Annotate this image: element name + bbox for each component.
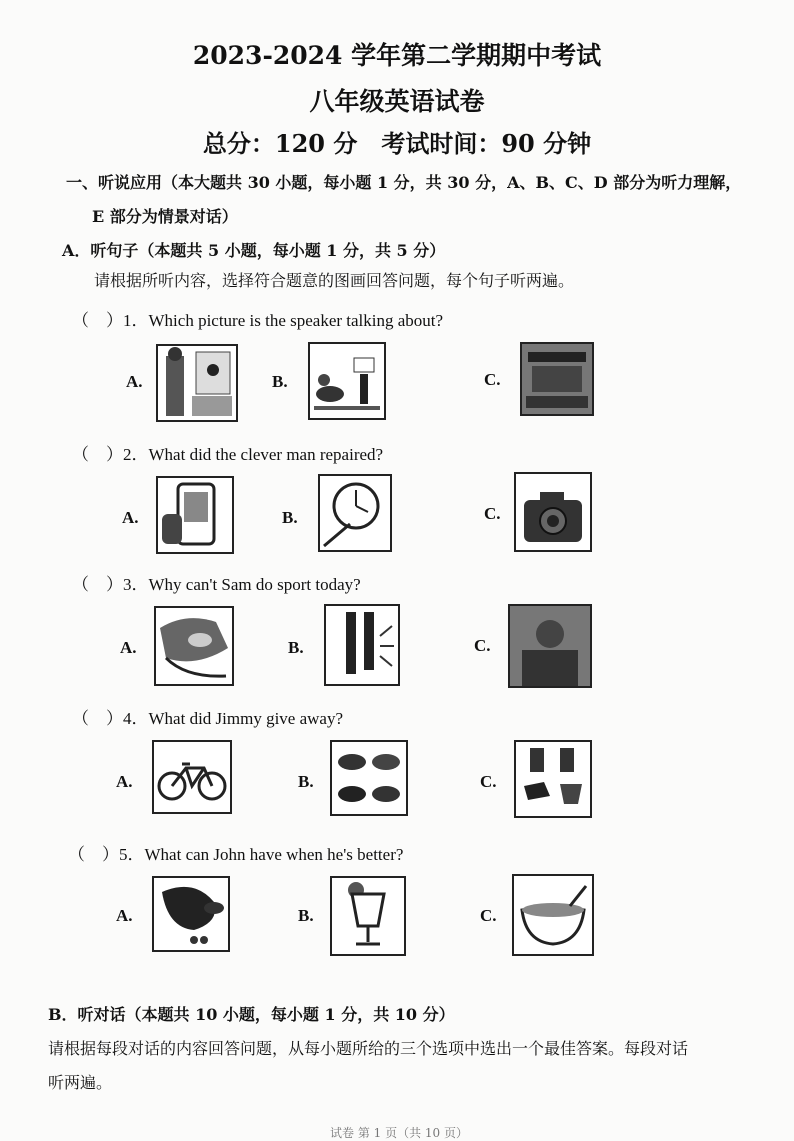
q4-option-b-label: B. (298, 772, 314, 791)
q5-option-a-label: A. (116, 906, 133, 925)
q4-option-c-image (514, 740, 592, 818)
question-2-stem: （ ）2．What did the clever man repaired? (72, 445, 384, 464)
legs-icon (326, 606, 398, 684)
q4-option-c-label: C. (480, 772, 497, 791)
q2-option-c-label: C. (484, 504, 501, 523)
q3-option-a-image (154, 606, 234, 686)
q1-option-a-label: A. (126, 372, 143, 391)
shoes-icon (332, 742, 406, 814)
q5-option-b-image (330, 876, 406, 956)
camera-icon (516, 474, 590, 550)
q1-option-c-label: C. (484, 370, 501, 389)
person-reading-icon (158, 346, 236, 420)
q5-option-b-label: B. (298, 906, 314, 925)
question-1-stem: （ ）1．Which picture is the speaker talking about? (72, 311, 444, 330)
q2-option-a-image (156, 476, 234, 554)
question-4-stem: （ ）4．What did Jimmy give away? (72, 709, 344, 728)
section-heading-line2: E 部分为情景对话） (92, 207, 238, 226)
q4-option-b-image (330, 740, 408, 816)
mobile-phone-icon (158, 478, 232, 552)
q3-option-c-image (508, 604, 592, 688)
q1-option-b-image (308, 342, 386, 420)
q1-option-a-image (156, 344, 238, 422)
q3-option-b-image (324, 604, 400, 686)
q3-option-c-label: C. (474, 636, 491, 655)
q1-option-b-label: B. (272, 372, 288, 391)
question-3-stem: （ ）3．Why can't Sam do sport today? (72, 575, 361, 594)
scene-icon (310, 344, 384, 418)
exam-subtitle: 八年级英语试卷 (309, 87, 485, 116)
injured-hand-icon (156, 608, 232, 684)
q1-option-c-image (520, 342, 594, 416)
page-number-footer: 试卷 第 1 页（共 10 页） (330, 1126, 468, 1140)
q2-option-b-image (318, 474, 392, 552)
juice-glass-icon (332, 878, 404, 954)
bicycle-icon (154, 742, 230, 812)
question-5-stem: （ ）5．What can John have when he's better? (68, 845, 404, 864)
q4-option-a-label: A. (116, 772, 133, 791)
building-icon (522, 344, 592, 414)
part-b-instruction-line2: 听两遍。 (48, 1073, 113, 1092)
part-a-instruction: 请根据所听内容，选择符合题意的图画回答问题，每个句子听两遍。 (94, 271, 575, 290)
q5-option-a-image (152, 876, 230, 952)
exam-title: 2023-2024 学年第二学期期中考试 (192, 41, 602, 70)
steak-icon (154, 878, 228, 950)
part-b-instruction-line1: 请根据每段对话的内容回答问题，从每小题所给的三个选项中选出一个最佳答案。每段对话 (48, 1039, 689, 1058)
q2-option-c-image (514, 472, 592, 552)
score-and-time: 总分：120 分 考试时间：90 分钟 (202, 129, 592, 158)
q3-option-a-label: A. (120, 638, 137, 657)
section-heading-line1: 一、听说应用（本大题共 30 小题，每小题 1 分，共 30 分，A、B、C、D 部分为听力理解， (66, 173, 742, 192)
clothes-icon (516, 742, 590, 816)
q3-option-b-label: B. (288, 638, 304, 657)
q4-option-a-image (152, 740, 232, 814)
part-b-heading: B．听对话（本题共 10 小题，每小题 1 分，共 10 分） (48, 1005, 455, 1024)
sick-person-icon (510, 606, 590, 686)
part-a-heading: A．听句子（本题共 5 小题，每小题 1 分，共 5 分） (62, 241, 446, 260)
alarm-clock-icon (320, 476, 390, 550)
q5-option-c-image (512, 874, 594, 956)
q2-option-b-label: B. (282, 508, 298, 527)
q2-option-a-label: A. (122, 508, 139, 527)
q5-option-c-label: C. (480, 906, 497, 925)
soup-bowl-icon (514, 876, 592, 954)
